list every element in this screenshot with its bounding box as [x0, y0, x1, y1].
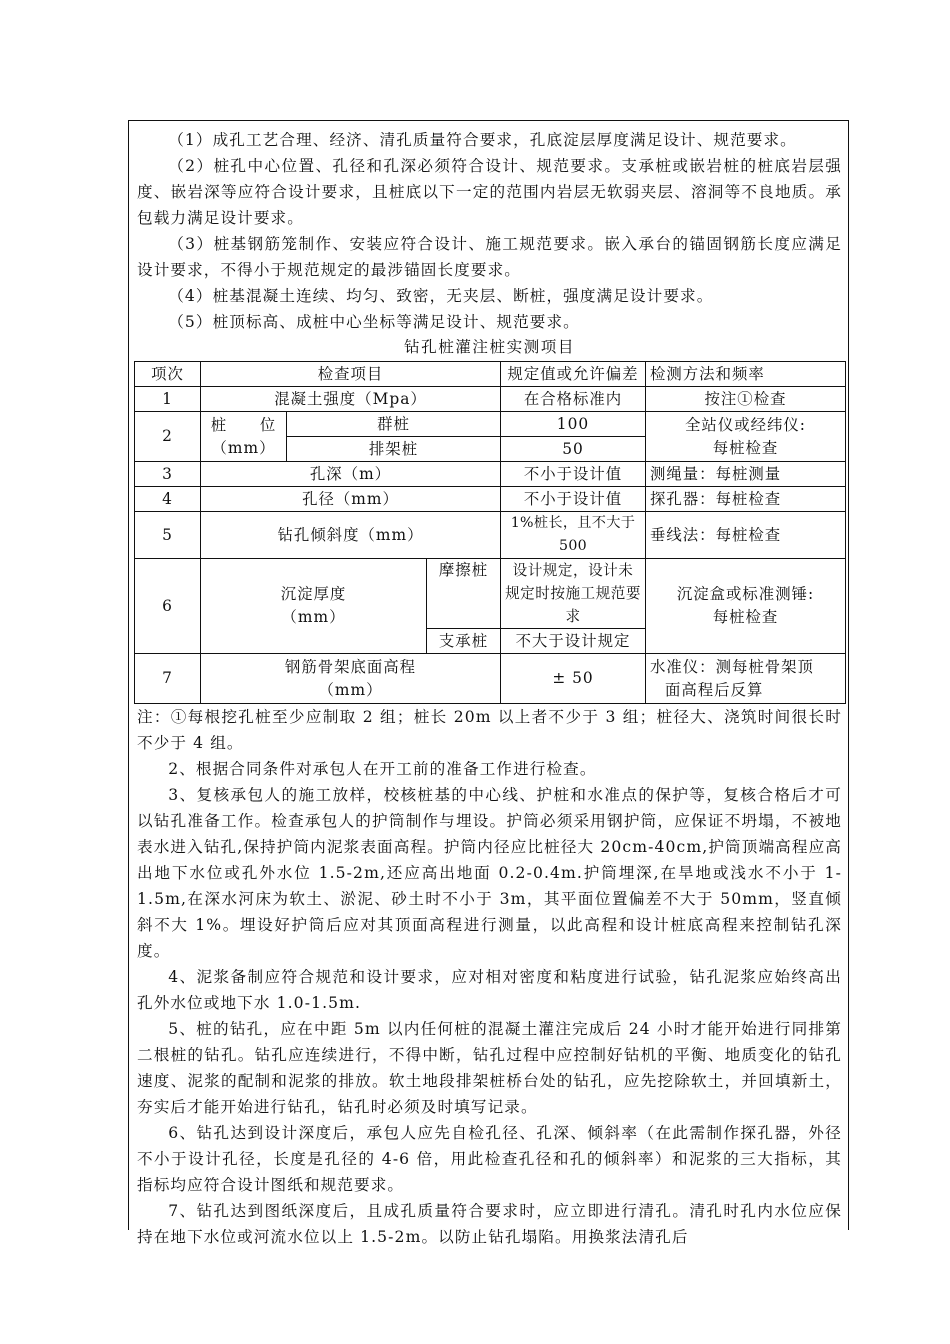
row-item-line: （mm）	[281, 608, 346, 626]
row-method-line: 全站仪或经纬仪:	[685, 415, 806, 434]
document-frame	[128, 120, 849, 1246]
row-value	[501, 559, 646, 629]
row-no: 7	[135, 654, 201, 704]
row-method: 测绳量：每桩测量	[646, 462, 846, 487]
table-row	[135, 559, 846, 629]
row-method-line: 水准仪：测每桩骨架顶	[650, 657, 814, 676]
row-method-line: 每桩检查	[712, 438, 779, 457]
row-value-line: 规定时按施工规范要求	[505, 585, 641, 625]
row-value: 不大于设计规定	[501, 629, 646, 654]
row-item-line: 桩 位	[210, 415, 277, 434]
row-value-line: 设计规定，设计未	[512, 562, 634, 579]
document-body	[137, 127, 842, 1250]
row-no: 4	[135, 487, 201, 512]
table-row	[135, 654, 846, 704]
header-item: 检查项目	[201, 362, 501, 387]
row-item-line: 沉淀厚度	[280, 585, 347, 603]
paragraph-2: 2、根据合同条件对承包人在开工前的准备工作进行检查。	[168, 760, 597, 778]
row-item: 孔深（m）	[201, 462, 501, 487]
table-row	[135, 462, 846, 487]
row-item	[201, 654, 501, 704]
row-no: 3	[135, 462, 201, 487]
row-method-line: 每桩检查	[712, 608, 779, 626]
row-method-line: 面高程后反算	[665, 680, 764, 699]
paragraph-5: 5、桩的钻孔，应在中距 5m 以内任何桩的混凝土灌注完成后 24 小时才能开始进行同排第二根桩的钻孔。钻孔应连续进行，不得中断，钻孔过程中应控制好钻机的平衡、地质变化的钻孔速度、泥浆的配制和泥浆的排放。软土地段排架桩桥台处的钻孔，应先挖除软土，并回填新土，夯实后才能开始进行钻孔，钻孔时必须及时填写记录。	[137, 1020, 842, 1116]
table-header-row	[135, 362, 846, 387]
table-row	[135, 512, 846, 559]
row-method	[646, 654, 846, 704]
table-row	[135, 387, 846, 412]
row-no: 5	[135, 512, 201, 559]
row-method: 垂线法：每桩检查	[646, 512, 846, 559]
row-item: 钻孔倾斜度（mm）	[201, 512, 501, 559]
row-method-line: 沉淀盒或标准测锤:	[676, 585, 815, 603]
paragraph-3: 3、复核承包人的施工放样，校核桩基的中心线、护桩和水准点的保护等，复核合格后才可以钻孔准备工作。检查承包人的护筒制作与埋设。护筒必须采用钢护筒，应保证不坍塌，不被地表水进入钻孔,保持护筒内泥浆表面高程。护筒内径应比桩径大 20cm-40cm,护筒顶端高程应高出地下水位或孔外水位 1.5-2m,还应高出地面 0.2-0.4m.护筒埋深,在旱地或浅水不小于 1-1.5m,在深水河床为软土、淤泥、砂土时不小于 3m，其平面位置偏差不大于 50mm，竖直倾斜不大 1%。埋设好护筒后应对其顶面高程进行测量，以此高程和设计桩底高程来控制钻孔深度。	[137, 786, 842, 960]
header-value: 规定值或允许偏差	[501, 362, 646, 387]
row-method: 探孔器：每桩检查	[646, 487, 846, 512]
intro-item-4: （4）桩基混凝土连续、均匀、致密，无夹层、断桩，强度满足设计要求。	[168, 287, 714, 305]
paragraph-6: 6、钻孔达到设计深度后，承包人应先自检孔径、孔深、倾斜率（在此需制作探孔器，外径不小于设计孔径，长度是孔径的 4-6 倍，用此检查孔径和孔的倾斜率）和泥浆的三大指标，其指标均应符合设计图纸和规范要求。	[137, 1124, 842, 1194]
row-method	[646, 412, 846, 462]
row-item-line: （mm）	[318, 680, 383, 699]
row-item-line: 钢筋骨架底面高程	[284, 657, 417, 676]
paragraph-7: 7、钻孔达到图纸深度后，且成孔质量符合要求时，应立即进行清孔。清孔时孔内水位应保持在地下水位或河流水位以上 1.5-2m。以防止钻孔塌陷。用换浆法清孔后	[137, 1202, 842, 1246]
table-note: 注：①每根挖孔桩至少应制取 2 组；桩长 20m 以上者不少于 3 组；桩径大、浇筑时间很长时不少于 4 组。	[137, 708, 842, 752]
row-value: 不小于设计值	[501, 487, 646, 512]
row-subitem: 群桩	[287, 412, 501, 437]
row-item: 混凝土强度（Mpa）	[201, 387, 501, 412]
header-no: 项次	[135, 362, 201, 387]
row-method: 按注①检查	[646, 387, 846, 412]
row-value: 不小于设计值	[501, 462, 646, 487]
row-method	[646, 559, 846, 654]
table-title: 钻孔桩灌注桩实测项目	[404, 338, 575, 356]
row-value: 1%桩长，且不大于 500	[501, 512, 646, 559]
intro-item-1: （1）成孔工艺合理、经济、清孔质量符合要求，孔底淀层厚度满足设计、规范要求。	[168, 131, 797, 149]
intro-item-3: （3）桩基钢筋笼制作、安装应符合设计、施工规范要求。嵌入承台的锚固钢筋长度应满足设计要求，不得小于规范规定的最涉锚固长度要求。	[137, 235, 842, 279]
table-row	[135, 487, 846, 512]
row-value: ± 50	[501, 654, 646, 704]
row-item-line: （mm）	[211, 438, 276, 457]
row-item: 孔径（mm）	[201, 487, 501, 512]
row-value: 100	[501, 412, 646, 437]
row-no: 1	[135, 387, 201, 412]
row-value: 在合格标准内	[501, 387, 646, 412]
row-no: 2	[135, 412, 201, 462]
row-no: 6	[135, 559, 201, 654]
header-method: 检测方法和频率	[646, 362, 846, 387]
row-subitem: 排架桩	[287, 437, 501, 462]
row-subitem: 支承桩	[427, 629, 501, 654]
row-item	[201, 559, 427, 654]
table-row	[135, 412, 846, 437]
paragraph-4: 4、泥浆备制应符合规范和设计要求，应对相对密度和粘度进行试验，钻孔泥浆应始终高出孔外水位或地下水 1.0-1.5m.	[137, 968, 842, 1012]
intro-item-2: （2）桩孔中心位置、孔径和孔深必须符合设计、规范要求。支承桩或嵌岩桩的桩底岩层强度、嵌岩深等应符合设计要求，且桩底以下一定的范围内岩层无软弱夹层、溶洞等不良地质。承包载力满足设计要求。	[137, 157, 842, 227]
inspection-table	[134, 361, 846, 704]
row-subitem: 摩擦桩	[427, 559, 501, 629]
intro-item-5: （5）桩顶标高、成桩中心坐标等满足设计、规范要求。	[168, 313, 580, 331]
row-value: 50	[501, 437, 646, 462]
row-item	[201, 412, 287, 462]
